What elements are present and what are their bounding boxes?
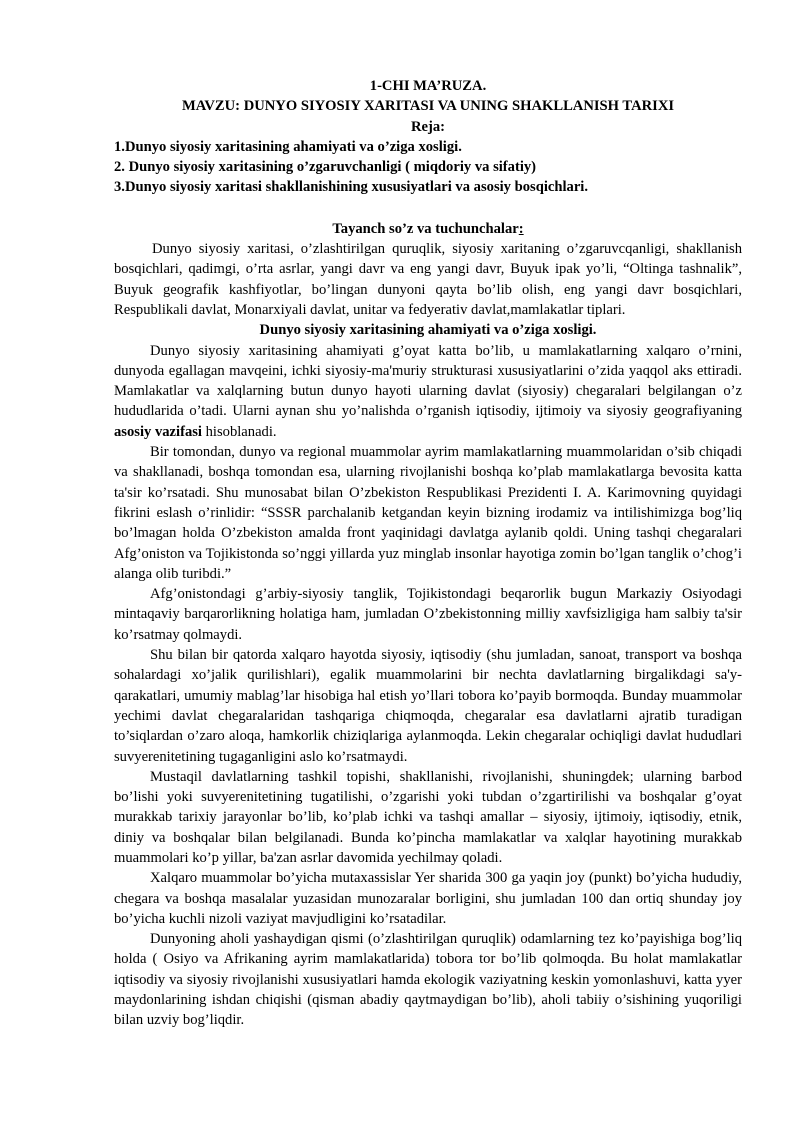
- paragraph-1: [114, 341, 742, 442]
- paragraph-4: Shu bilan bir qatorda xalqaro hayotda siyosiy, iqtisodiy (shu jumladan, sanoat, transport va boshqa sohalardagi xo’jalik qurilishlari), egalik muammolarini bir nechta davlatlarning birgalikdagi sa'y-qarakatlari, umumiy mablag’lar hisobiga hal etish yo’llari tobora ko’payib bormoqda. Bunday muammolar yechimi davlat chegaralaridan tashqariga chiqmoqda, chegaralar esa davlatlarni ajratib turadigan to’siqlardan o’zaro aloqa, hamkorlik chiziqlariga aylanmoqda. Lekin chegaralar ochiqligi davlat hududlari suvyerenitetining tugaganligini aslo ko’rsatmaydi.: [114, 647, 742, 765]
- lecture-number: 1-CHI MA’RUZA.: [369, 78, 487, 94]
- lecture-topic: MAVZU: DUNYO SIYOSIY XARITASI VA UNING SHAKLLANISH TARIXI: [181, 98, 675, 115]
- keywords-title: [114, 219, 742, 239]
- paragraph-3: Afg’onistondagi g’arbiy-siyosiy tanglik, Tojikistondagi beqarorlik bugun Markaziy Osiyodagi mintaqaviy barqarorlikning holatiga ham, jumladan O’zbekistonning milliy xavfsizligiga ham salbiy ta'sir ko’rsatmay qolmaydi.: [114, 586, 742, 643]
- paragraph-5: Mustaqil davlatlarning tashkil topishi, shakllanishi, rivojlanishi, shuningdek; ularning barbod bo’lishi yoki suvyerenitetining tugatilishi, o’zgarishi yoki tubdan o’zgartirilishi va boshqalar g’oyat murakkab tarixiy jarayonlar bo’lib, ko’plab ichki va tashqi amallar – siyosiy, ijtimoiy, iqtisodiy, etnik, diniy va boshqalar bilan belgilanadi. Bunda ko’pincha mamlakatlar va xalqlar hayotining murakkab muammolari ko’p yillar, ba'zan asrlar davomida yechilmay qoladi.: [114, 768, 742, 866]
- plan-label: Reja:: [410, 118, 446, 135]
- paragraph-1-text: Dunyo siyosiy xaritasining ahamiyati g’oyat katta bo’lib, u mamlakatlarning xalqaro o’rnini, dunyoda egallagan mavqeini, ichki siyosiy-ma'muriy strukturasi xususiyatlarini o’zida yaqqol aks ettiradi. Mamlakatlar va xalqlarning butun dunyo hayoti ularning davlat (siyosiy) chegaralari belgilangan o’z hududlarida o’tadi. Ularni aynan shu yo’nalishda o’rganish iqtisodiy, ijtimoiy va siyosiy geografiyaning: [114, 342, 742, 420]
- paragraph-1-bold: asosiy vazifasi: [114, 423, 202, 440]
- plan-item-3: 3.Dunyo siyosiy xaritasi shakllanishining xususiyatlari va asosiy bosqichlari.: [114, 179, 589, 196]
- paragraph-6: Xalqaro muammolar bo’yicha mutaxassislar Yer sharida 300 ga yaqin joy (punkt) bo’yicha hududiy, chegara va boshqa masalalar yuzasidan munozaralar borligini, shu jumladan 100 dan ortiq shunday joy bo’yicha kuchli nizoli vaziyat mavjudligini ko’rsatadilar.: [114, 870, 742, 927]
- plan-item-2: 2. Dunyo siyosiy xaritasining o’zgaruvchanligi ( miqdoriy va sifatiy): [114, 159, 537, 176]
- paragraph-2: Bir tomondan, dunyo va regional muammolar ayrim mamlakatlarning muammolaridan o’sib chiqadi va shakllanadi, boshqa tomondan esa, ularning rivojlanishi boshqa ko’plab mamlakatlarga bevosita katta ta'sir ko’rsatadi. Shu munosabat bilan O’zbekiston Respublikasi Prezidenti I. A. Karimovning quyidagi fikrini eslash o’rinlidir: “SSSR parchalanib ketgandan keyin bizning irodamiz va intilishimizga bog’liq bo’lmagan holda O’zbekiston amalda front yaqinidagi davlatga aylanib qoldi. Uning tashqi chegaralari Afg’oniston va Tojikistonda so’nggi yillarda yuz minglab insonlar hayotiga zomin bo’lgan tanglik o’chog’i alanga olib turibdi.”: [114, 444, 742, 582]
- plan-item-1: 1.Dunyo siyosiy xaritasining ahamiyati va o’ziga xosligi.: [114, 138, 462, 155]
- paragraph-1-end: hisoblanadi.: [201, 423, 277, 440]
- keywords-paragraph: Dunyo siyosiy xaritasi, o’zlashtirilgan quruqlik, siyosiy xaritaning o’zgaruvcqanligi, shakllanish bosqichlari, qadimgi, o’rta asrlar, yangi davr va eng yangi davr, Buyuk ipak yo’li, “Oltinga tashnalik”, Buyuk geografik kashfiyotlar, bo’lingan dunyoni qayta bo’lib olish, eng yangi davr bosqichlari, Respublikali davlat, Monarxiyali davlat, unitar va fedyerativ davlat,mamlakatlar tiplari.: [114, 241, 742, 318]
- keywords-title-colon: :: [518, 220, 524, 237]
- keywords-title-text: Tayanch so’z va tuchunchalar: [332, 220, 519, 237]
- section-heading: Dunyo siyosiy xaritasining ahamiyati va o’ziga xosligi.: [259, 322, 597, 339]
- paragraph-7: Dunyoning aholi yashaydigan qismi (o’zlashtirilgan quruqlik) odamlarning tez ko’payishiga bog’liq holda ( Osiyo va Afrikaning ayrim mamlakatlarida) tobora tor bo’lib qolmoqda. Bu holat mamlakatlar iqtisodiy va siyosiy rivojlanishi xususiyatlari hamda ekologik vaziyatning keskin yomonlashuvi, katta yyer maydonlarining ishdan chiqishi (qisman abadiy qaytmaydigan bo’lib), aholi tabiiy o’sishining yuqoriligi bilan uzviy bog’liqdir.: [114, 931, 742, 1029]
